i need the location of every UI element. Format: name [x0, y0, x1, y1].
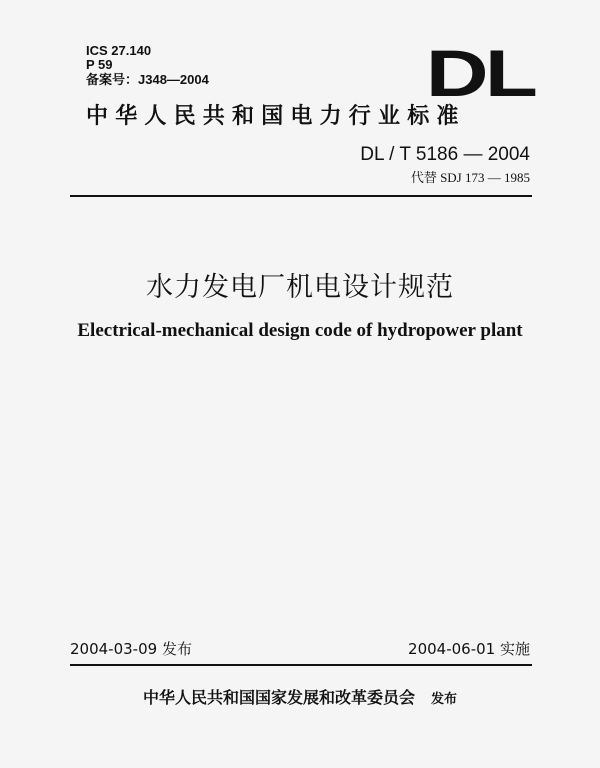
dl-logo: DL — [425, 36, 534, 110]
implementation-date: 2004-06-01 实施 — [408, 640, 530, 658]
footer-divider — [70, 664, 532, 666]
header-divider — [70, 195, 532, 197]
p-code: P 59 — [86, 57, 113, 72]
publisher-line — [0, 688, 600, 710]
standard-number: DL / T 5186 — 2004 — [360, 144, 530, 165]
publish-word: 发布 — [431, 692, 458, 707]
filing-number: 备案号：J348—2004 — [86, 72, 209, 87]
industry-standard-heading: 中华人民共和国电力行业标准 — [86, 104, 466, 129]
ics-code: ICS 27.140 — [86, 43, 152, 58]
document-title-chinese: 水力发电厂机电设计规范 — [146, 272, 454, 303]
replaces-standard: 代替 SDJ 173 — 1985 — [410, 170, 530, 185]
publisher-name: 中华人民共和国国家发展和改革委员会 — [142, 688, 415, 707]
document-title-english: Electrical-mechanical design code of hydropower plant — [77, 320, 523, 341]
issue-date: 2004-03-09 发布 — [70, 640, 192, 658]
